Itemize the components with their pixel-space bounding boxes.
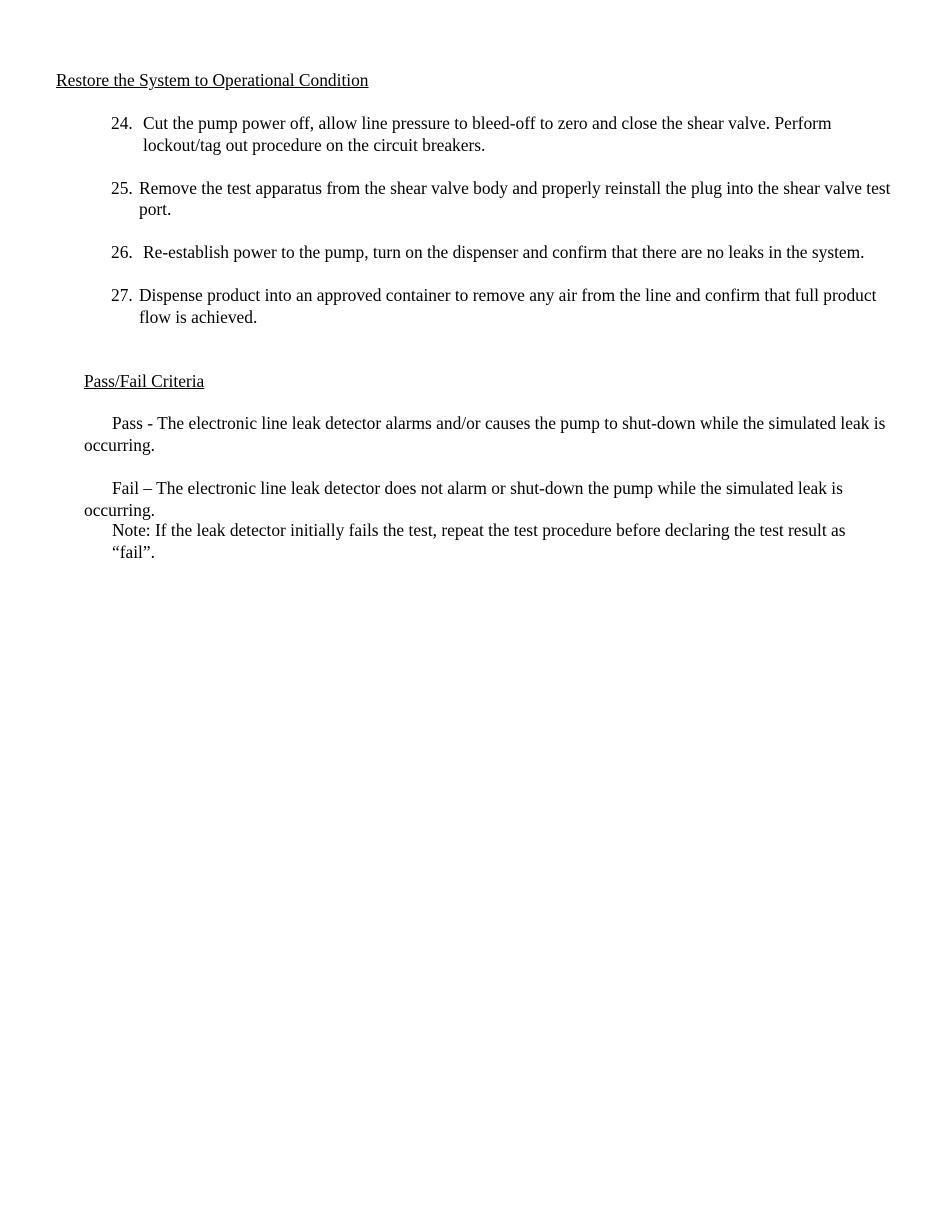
- step-number: 25.: [111, 177, 133, 198]
- criteria-heading: Pass/Fail Criteria: [84, 371, 205, 391]
- step-text: Dispense product into an approved container to remove any air from the line and confirm that full product flow is achieved.: [139, 285, 877, 327]
- procedure-steps: [111, 113, 901, 350]
- pass-criteria: Pass - The electronic line leak detector alarms and/or causes the pump to shut-down while the simulated leak is occurring.: [84, 413, 886, 455]
- step-text: Re-establish power to the pump, turn on the dispenser and confirm that there are no leaks in the system.: [143, 242, 865, 262]
- section-heading: Restore the System to Operational Condition: [56, 70, 369, 90]
- step-text: Cut the pump power off, allow line pressure to bleed-off to zero and close the shear valve. Perform lockout/tag out procedure on the circuit breakers.: [143, 113, 832, 155]
- step-item: [111, 242, 901, 264]
- step-item: [111, 113, 901, 156]
- note-text: Note: If the leak detector initially fails the test, repeat the test procedure before declaring the test result as “fail”.: [112, 520, 846, 562]
- step-number: 27.: [111, 285, 133, 305]
- step-item: [111, 285, 901, 328]
- step-number: 26.: [111, 242, 133, 262]
- step-number: 24.: [111, 113, 133, 133]
- step-item: [111, 178, 901, 221]
- step-text: Remove the test apparatus from the shear valve body and properly reinstall the plug into the shear valve test port.: [139, 177, 891, 219]
- fail-criteria: Fail – The electronic line leak detector does not alarm or shut-down the pump while the simulated leak is occurring.: [84, 478, 843, 520]
